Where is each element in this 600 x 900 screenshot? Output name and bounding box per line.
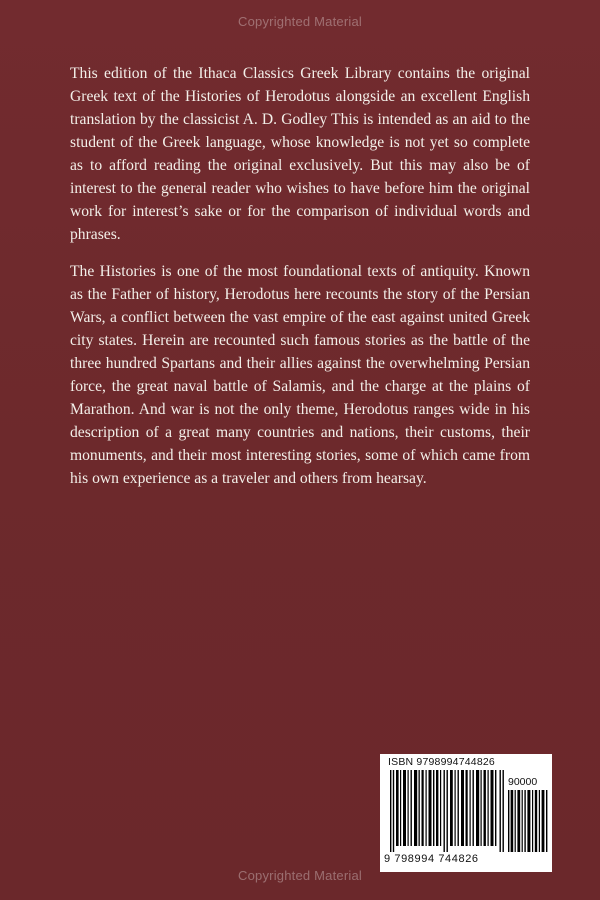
copyright-watermark-bottom: Copyrighted Material <box>238 868 362 883</box>
blurb-paragraph-histories: The Histories is one of the most foundational texts of antiquity. Known as the Father of history, Herodotus here recounts the story of the Persian Wars, a conflict between the vast empire of the east against united Greek city states. Herein are recounted such famous stories as the battle of the three hundred Spartans and their allies against the overwhelming Persian force, the great naval battle of Salamis, and the charge at the plains of Marathon. And war is not the only theme, Herodotus ranges wide in his description of a great many countries and nations, their customs, their monuments, and their most interesting stories, some of which came from his own experience as a traveler and others from hearsay. <box>70 263 530 487</box>
price-code: 90000 <box>508 776 538 788</box>
copyright-watermark-top: Copyrighted Material <box>238 14 362 29</box>
isbn-barcode <box>380 754 552 872</box>
blurb-paragraph-edition: This edition of the Ithaca Classics Greek Library contains the original Greek text of the Histories of Herodotus alongside an excellent English translation by the classicist A. D. Godley This is intended as an aid to the student of the Greek language, whose knowledge is not yet so complete as to afford reading the original exclusively. But this may also be of interest to the general reader who wishes to have before him the original work for interest’s sake or for the comparison of individual words and phrases. <box>70 65 530 243</box>
ean-digits: 9 798994 744826 <box>384 853 479 865</box>
barcode-bars-main <box>390 770 504 852</box>
barcode-bars-addon <box>508 790 548 852</box>
isbn-label: ISBN 9798994744826 <box>388 756 495 768</box>
